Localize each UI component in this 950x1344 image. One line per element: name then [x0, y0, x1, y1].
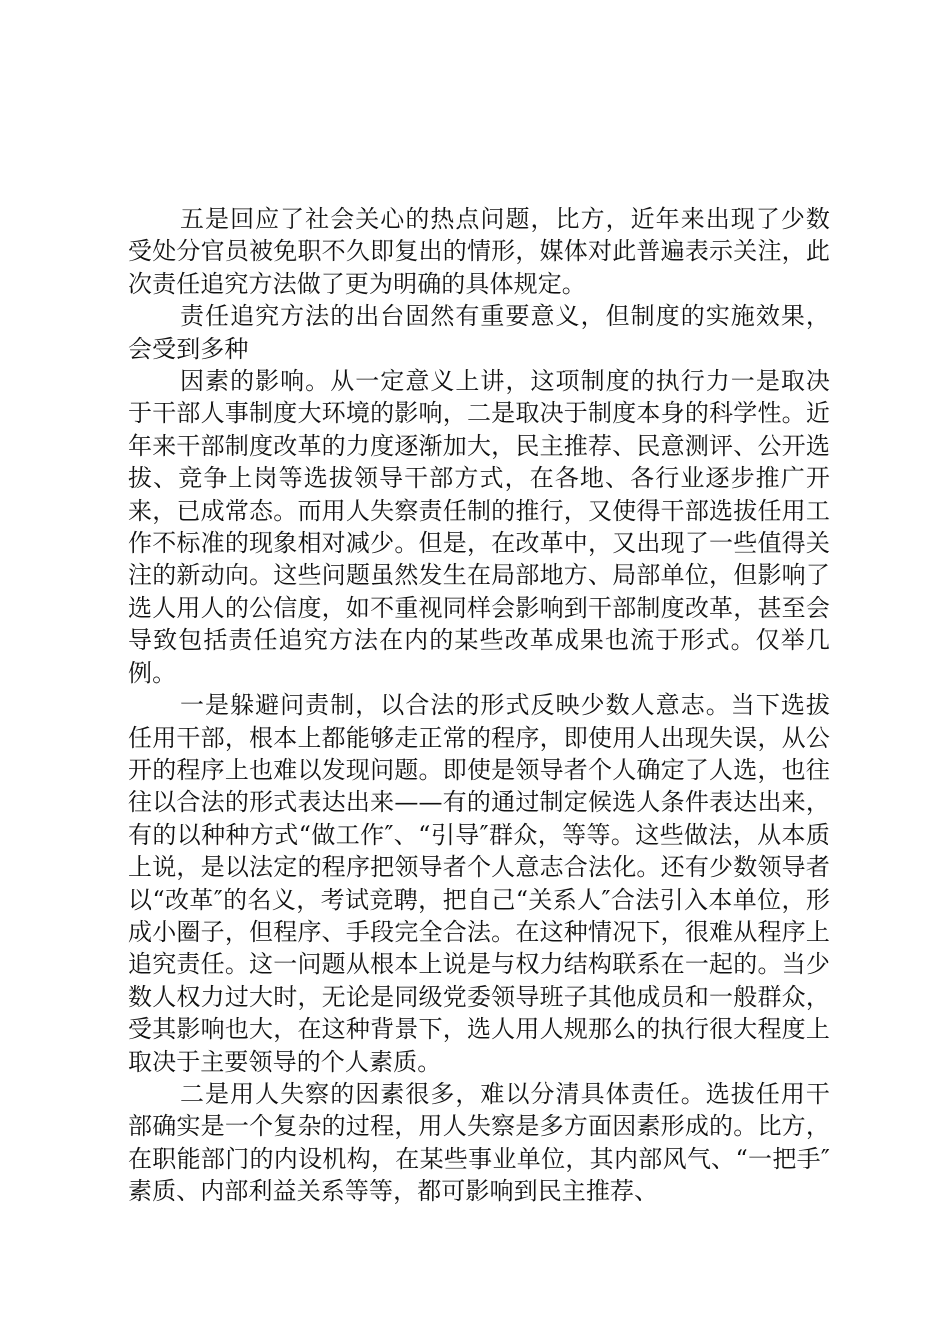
paragraph-evading-accountability: 一是躲避问责制，以合法的形式反映少数人意志。当下选拔任用干部，根本上都能够走正常的程序，即使用人出现失误，从公开的程序上也难以发现问题。即使是领导者个人确定了人选，也往往以合法的形式表达出来——有的通过制定候选人条件表达出来，有的以种种方式“做工作″、“引导″群众，等等。这些做法，从本质上说，是以法定的程序把领导者个人意志合法化。还有少数领导者以“改革″的名义，考试竞聘，把自己“关系人″合法引入本单位，形成小圈子，但程序、手段完全合法。在这种情况下，很难从程序上追究责任。这一问题从根本上说是与权力结构联系在一起的。当少数人权力过大时，无论是同级党委领导班子其他成员和一般群众，受其影响也大，在这种背景下，选人用人规那么的执行很大程度上取决于主要领导的个人素质。	[128, 691, 830, 1076]
paragraph-significance: 责任追究方法的出台固然有重要意义，但制度的实施效果，会受到多种	[128, 302, 830, 363]
body-text	[128, 203, 830, 1208]
paragraph-hot-issues: 五是回应了社会关心的热点问题，比方，近年来出现了少数受处分官员被免职不久即复出的情形，媒体对此普遍表示关注，此次责任追究方法做了更为明确的具体规定。	[128, 205, 830, 298]
paragraph-influencing-factors: 因素的影响。从一定意义上讲，这项制度的执行力一是取决于干部人事制度大环境的影响，二是取决于制度本身的科学性。近年来干部制度改革的力度逐渐加大，民主推荐、民意测评、公开选拔、竞争上岗等选拔领导干部方式，在各地、各行业逐步推广开来，已成常态。而用人失察责任制的推行，又使得干部选拔任用工作不标准的现象相对减少。但是，在改革中，又出现了一些值得关注的新动向。这些问题虽然发生在局部地方、局部单位，但影响了选人用人的公信度，如不重视同样会影响到干部制度改革，甚至会导致包括责任追究方法在内的某些改革成果也流于形式。仅举几例。	[128, 367, 830, 687]
paragraph-unclear-responsibility: 二是用人失察的因素很多，难以分清具体责任。选拔任用干部确实是一个复杂的过程，用人失察是多方面因素形成的。比方，在职能部门的内设机构，在某些事业单位，其内部风气、“一把手″素质、内部利益关系等等，都可影响到民主推荐、	[128, 1079, 830, 1206]
